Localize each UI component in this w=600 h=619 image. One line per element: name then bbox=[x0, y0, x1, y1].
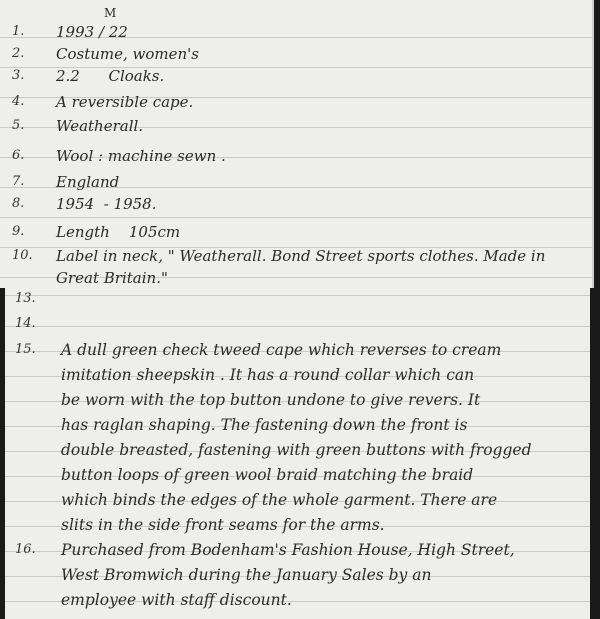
item-number: 15. bbox=[15, 342, 36, 357]
item-number: 9. bbox=[12, 224, 25, 239]
item-text: has raglan shaping. The fastening down the front is bbox=[61, 416, 468, 434]
item-text: Costume, women's bbox=[56, 45, 199, 63]
item-number: 6. bbox=[12, 148, 25, 163]
item-number: 14. bbox=[15, 316, 36, 331]
item-text: be worn with the top button undone to give revers. It bbox=[61, 391, 481, 409]
annotation-m: M bbox=[104, 6, 117, 20]
item-text: West Bromwich during the January Sales by an bbox=[61, 566, 432, 584]
item-text: slits in the side front seams for the arms. bbox=[61, 516, 385, 534]
item-text: Purchased from Bodenham's Fashion House, High Street, bbox=[61, 541, 515, 559]
top-sheet bbox=[0, 0, 594, 288]
item-number: 4. bbox=[12, 94, 25, 109]
item-number: 3. bbox=[12, 68, 25, 83]
item-number: 8. bbox=[12, 196, 25, 211]
item-text: button loops of green wool braid matching the braid bbox=[61, 466, 474, 484]
item-text: Length 105cm bbox=[56, 223, 181, 241]
item-text: double breasted, fastening with green buttons with frogged bbox=[61, 441, 532, 459]
item-text: England bbox=[56, 173, 120, 191]
item-text: 1954 - 1958. bbox=[56, 195, 157, 213]
item-number: 16. bbox=[15, 542, 36, 557]
item-number: 7. bbox=[12, 174, 25, 189]
item-text: A reversible cape. bbox=[56, 93, 194, 111]
item-number: 1. bbox=[12, 24, 25, 39]
item-text: employee with staff discount. bbox=[61, 591, 292, 609]
item-text: 1993 / 22 bbox=[56, 23, 128, 41]
item-number: 10. bbox=[12, 248, 33, 263]
item-text: Label in neck, " Weatherall. Bond Street sports clothes. Made in bbox=[56, 247, 546, 265]
item-number: 13. bbox=[15, 291, 36, 306]
item-number: 2. bbox=[12, 46, 25, 61]
item-text: Great Britain." bbox=[56, 269, 168, 287]
item-text: which binds the edges of the whole garment. There are bbox=[61, 491, 498, 509]
bottom-sheet bbox=[5, 288, 590, 619]
item-text: 2.2 Cloaks. bbox=[56, 67, 165, 85]
item-number: 5. bbox=[12, 118, 25, 133]
item-text: Weatherall. bbox=[56, 117, 144, 135]
item-text: Wool : machine sewn . bbox=[56, 147, 226, 165]
item-text: imitation sheepskin . It has a round collar which can bbox=[61, 366, 475, 384]
item-text: A dull green check tweed cape which reverses to cream bbox=[61, 341, 502, 359]
